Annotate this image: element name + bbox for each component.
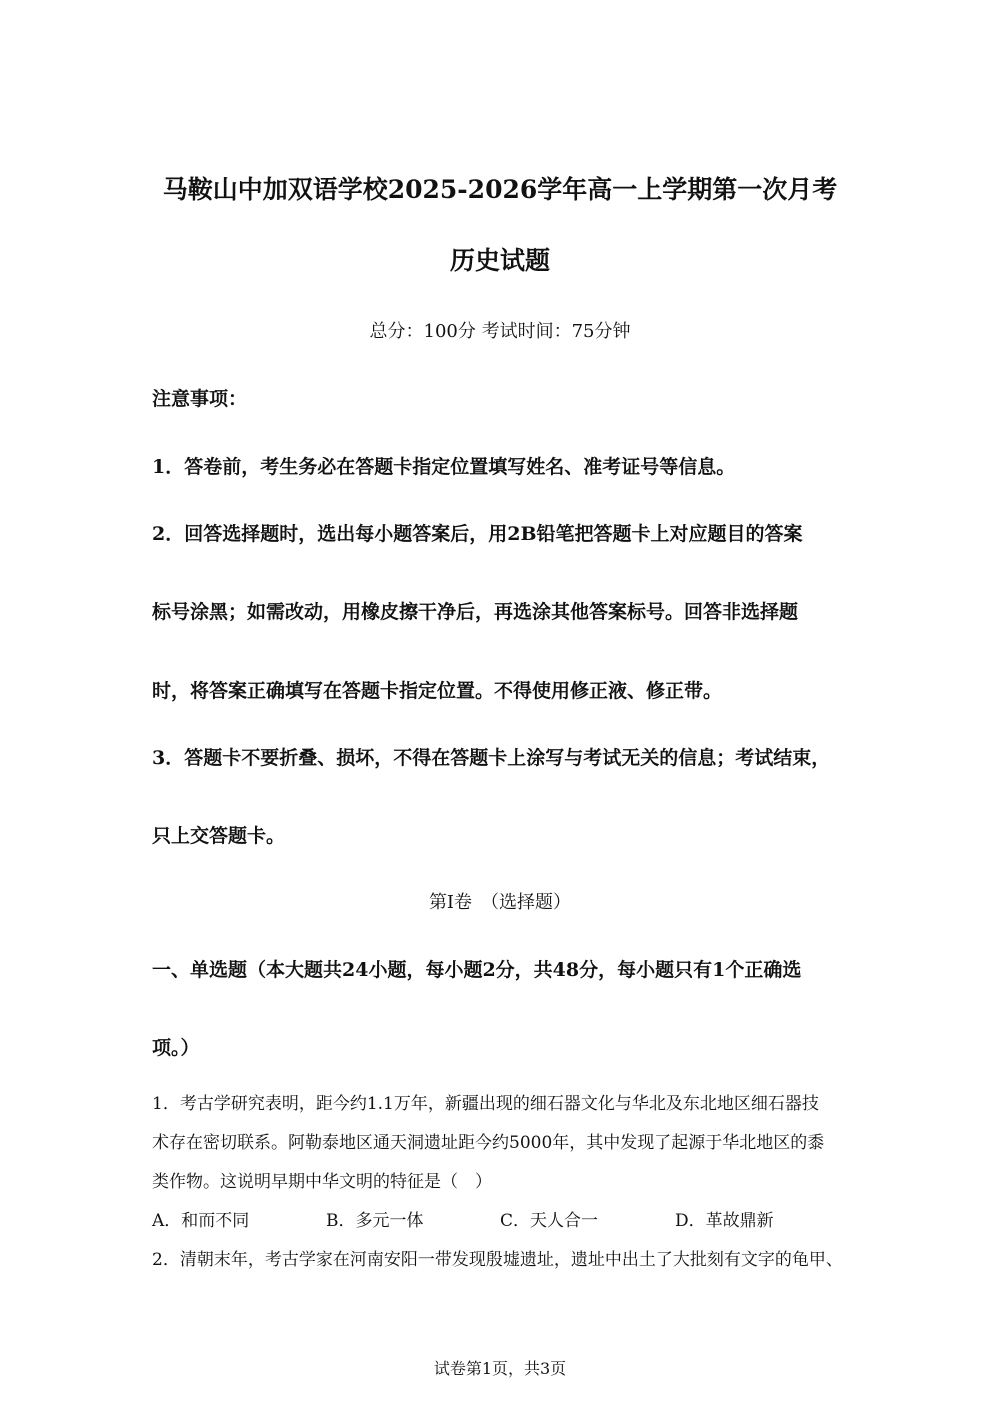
notes-heading: 注意事项： (152, 388, 248, 410)
exam-title-line1: 马鞍山中加双语学校2025-2026学年高一上学期第一次月考 (162, 175, 838, 204)
question-text: 1．考古学研究表明，距今约1.1万年，新疆出现的细石器文化与华北及东北地区细石器技 (152, 1094, 819, 1114)
score-info: 总分：100分 考试时间：75分钟 (369, 321, 631, 342)
section-heading: 一、单选题（本大题共24小题，每小题2分，共48分，每小题只有1个正确选 (152, 959, 802, 981)
volume-label: 第Ⅰ卷 （选择题） (428, 892, 572, 913)
option-d[interactable]: D．革故鼎新 (675, 1211, 774, 1231)
note-line: 2．回答选择题时，选出每小题答案后，用2B铅笔把答题卡上对应题目的答案 (152, 523, 803, 545)
question-text: 类作物。这说明早期中华文明的特征是（ ） (152, 1172, 492, 1192)
question-text: 术存在密切联系。阿勒泰地区通天洞遗址距今约5000年，其中发现了起源于华北地区的黍 (152, 1133, 825, 1153)
question-text: 2．清朝末年，考古学家在河南安阳一带发现殷墟遗址，遗址中出土了大批刻有文字的龟甲、 (152, 1250, 843, 1270)
section-heading-cont: 项。） (152, 1037, 200, 1059)
option-b[interactable]: B．多元一体 (326, 1211, 424, 1231)
exam-title-line2: 历史试题 (449, 246, 550, 275)
note-line: 时，将答案正确填写在答题卡指定位置。不得使用修正液、修正带。 (152, 680, 723, 702)
page-footer: 试卷第1页，共3页 (433, 1359, 567, 1378)
option-a[interactable]: A．和而不同 (152, 1211, 250, 1231)
note-line: 3．答题卡不要折叠、损坏，不得在答题卡上涂写与考试无关的信息；考试结束， (152, 747, 831, 769)
option-c[interactable]: C．天人合一 (500, 1211, 599, 1231)
note-line: 1．答卷前，考生务必在答题卡指定位置填写姓名、准考证号等信息。 (152, 456, 736, 478)
note-line: 标号涂黑；如需改动，用橡皮擦干净后，再选涂其他答案标号。回答非选择题 (152, 601, 799, 623)
note-line: 只上交答题卡。 (152, 825, 286, 847)
